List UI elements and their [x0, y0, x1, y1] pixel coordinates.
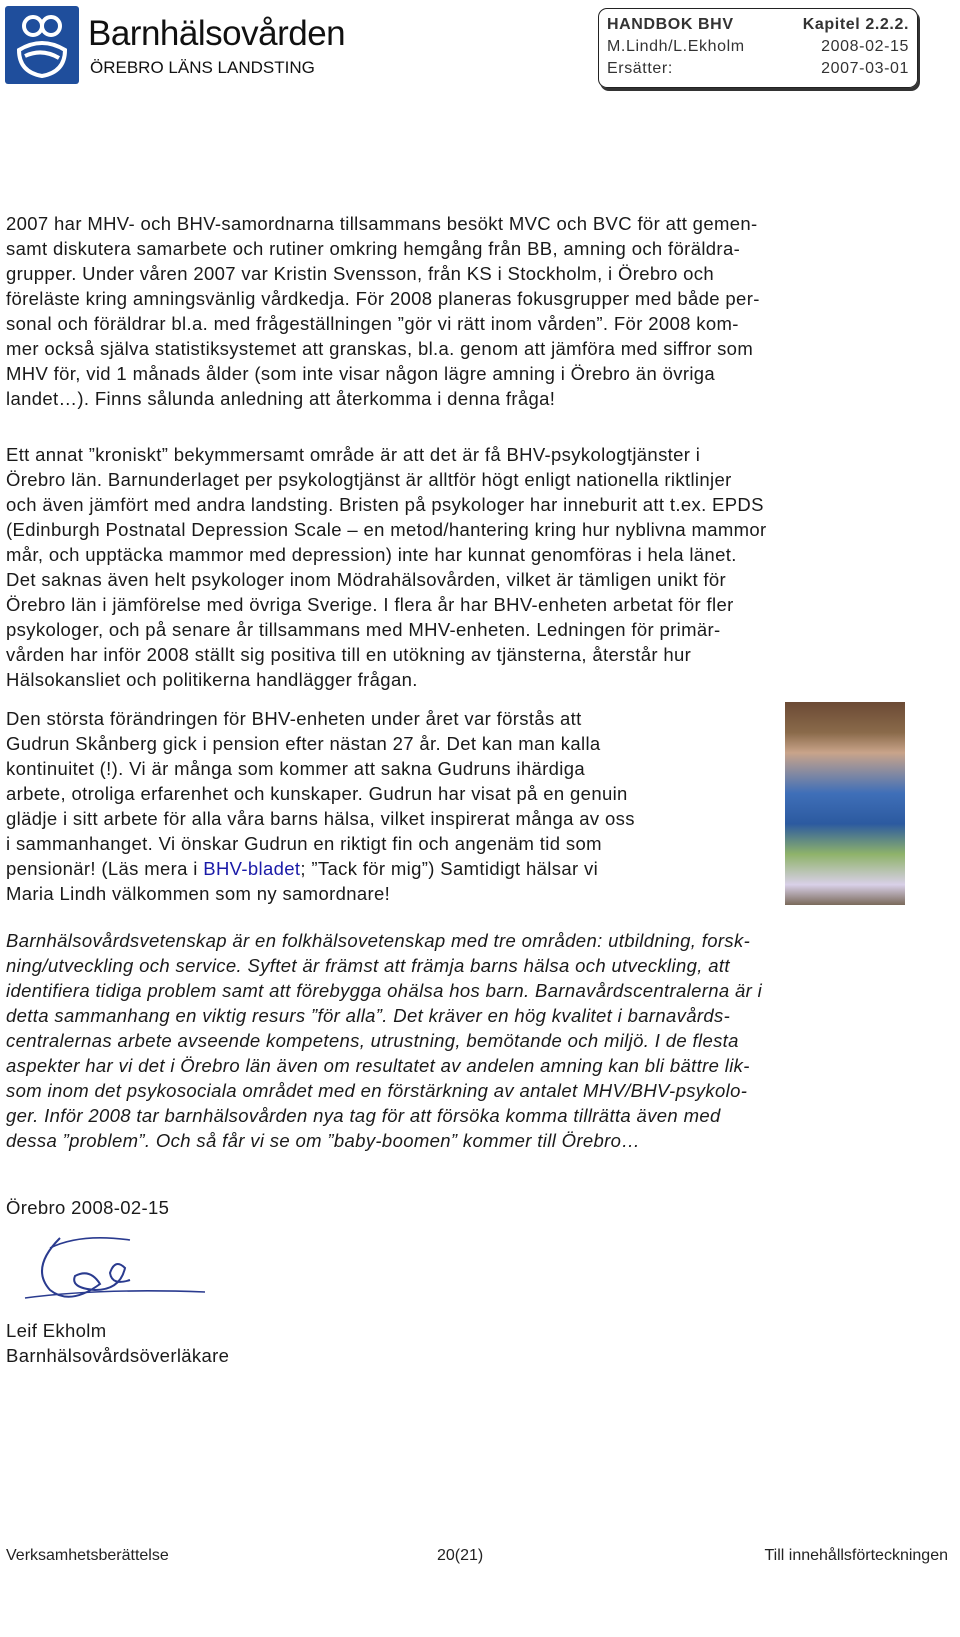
- text-line: som inom det psykosociala området med en förstärkning av antalet MHV/BHV-psykolo-: [6, 1080, 748, 1101]
- replaces-label: Ersätter:: [607, 60, 673, 77]
- text-line: och även jämfört med andra landsting. Bristen på psykologer har inneburit att t.ex. EPDS: [6, 494, 764, 515]
- paragraph-breastfeeding: [6, 211, 954, 411]
- text-line: kontinuitet (!). Vi är många som kommer att sakna Gudruns ihärdiga: [6, 758, 586, 779]
- text-span: ; ”Tack för mig”) Samtidigt hälsar vi: [300, 858, 599, 879]
- text-line: (Edinburgh Postnatal Depression Scale – en metod/hantering kring hur nyblivna mammor: [6, 519, 767, 540]
- place-date: [6, 1195, 954, 1220]
- text-line: mer också själva statistiksystemet att granskas, bl.a. genom att jämföra med siffror som: [6, 338, 754, 359]
- table-of-contents-link[interactable]: Till innehållsförteckningen: [764, 1547, 948, 1564]
- text-line: arbete, otroliga erfarenhet och kunskaper. Gudrun har visat på en genuin: [6, 783, 628, 804]
- text-line: Hälsokansliet och politikerna handlägger frågan.: [6, 669, 418, 690]
- text-line: Ett annat ”kroniskt” bekymmersamt område är att det är få BHV-psykologtjänster i: [6, 444, 701, 465]
- paragraph-retirement: [6, 706, 776, 906]
- logo-title: Barnhälsovården: [88, 14, 346, 53]
- bhv-bladet-link[interactable]: BHV-bladet: [203, 858, 301, 879]
- text-line: 2007 har MHV- och BHV-samordnarna tillsammans besökt MVC och BVC för att gemen-: [6, 213, 758, 234]
- document-info-box: [598, 8, 918, 88]
- footer-page-number: 20(21): [437, 1547, 484, 1564]
- document-date: 2008-02-15: [821, 38, 909, 55]
- text-line: centralernas arbete avseende kompetens, utrustning, bemötande och miljö. I de flesta: [6, 1030, 739, 1051]
- signatory: [6, 1318, 954, 1368]
- footer-document-name: Verksamhetsberättelse: [6, 1547, 169, 1564]
- text-line: identifiera tidiga problem samt att förebygga ohälsa hos barn. Barnavårdscentralerna är i: [6, 980, 763, 1001]
- logo-emblem-icon: [5, 6, 79, 84]
- signatory-name: Leif Ekholm: [6, 1320, 107, 1341]
- text-line: ning/utveckling och service. Syftet är främst att främja barns hälsa och utveckling, att: [6, 955, 730, 976]
- text-line: dessa ”problem”. Och så får vi se om ”baby-boomen” kommer till Örebro…: [6, 1130, 641, 1151]
- text-span: pensionär! (Läs mera i: [6, 858, 204, 879]
- replaces-date: 2007-03-01: [821, 60, 909, 77]
- text-line: ger. Inför 2008 tar barnhälsovården nya tag för att försöka komma tillrätta även med: [6, 1105, 721, 1126]
- text-line: mår, och upptäcka mammor med depression) inte har kunnat genomföras i hela länet.: [6, 544, 737, 565]
- text-line: Barnhälsovårdsvetenskap är en folkhälsovetenskap med tre områden: utbildning, forsk-: [6, 930, 751, 951]
- text-line: Örebro län i jämförelse med övriga Sverige. I flera år har BHV-enheten arbetat för fler: [6, 594, 734, 615]
- handwritten-signature-icon: [20, 1228, 210, 1315]
- photo-gudrun-skanberg: [785, 702, 905, 905]
- text-line: aspekter har vi det i Örebro län även om resultatet av andelen amning kan bli bättre lik-: [6, 1055, 750, 1076]
- text-line: Örebro län. Barnunderlaget per psykologtjänst är alltför högt enligt nationella riktlinjer: [6, 469, 732, 490]
- paragraph-psychologists: [6, 442, 954, 692]
- text-line: MHV för, vid 1 månads ålder (som inte visar någon lägre amning i Örebro än övriga: [6, 363, 716, 384]
- text-line: Den största förändringen för BHV-enheten under året var förstås att: [6, 708, 582, 729]
- text-line: detta sammanhang en viktig resurs ”för alla”. Det kräver en hög kvalitet i barnavårds-: [6, 1005, 731, 1026]
- logo-subtitle: ÖREBRO LÄNS LANDSTING: [90, 58, 315, 77]
- signatory-title: Barnhälsovårdsöverläkare: [6, 1345, 230, 1366]
- authors: M.Lindh/L.Ekholm: [607, 38, 745, 55]
- text-line: [6, 856, 776, 881]
- paragraph-child-health-science: [6, 928, 954, 1153]
- text-line: samt diskutera samarbete och rutiner omkring hemgång från BB, amning och föräldra-: [6, 238, 741, 259]
- text-line: Gudrun Skånberg gick i pension efter nästan 27 år. Det kan man kalla: [6, 733, 601, 754]
- text-line: psykologer, och på senare år tillsammans med MHV-enheten. Ledningen för primär-: [6, 619, 721, 640]
- text-line: Maria Lindh välkommen som ny samordnare!: [6, 883, 391, 904]
- text-line: föreläste kring amningsvänlig vårdkedja. För 2008 planeras fokusgrupper med både per-: [6, 288, 760, 309]
- text-line: Det saknas även helt psykologer inom Mödrahälsovården, vilket är tämligen unikt för: [6, 569, 727, 590]
- text-line: Örebro 2008-02-15: [6, 1197, 170, 1218]
- text-line: sonal och föräldrar bl.a. med frågeställningen ”gör vi rätt inom vården”. För 2008 kom-: [6, 313, 739, 334]
- text-line: landet…). Finns sålunda anledning att återkomma i denna fråga!: [6, 388, 556, 409]
- text-line: grupper. Under våren 2007 var Kristin Svensson, från KS i Stockholm, i Örebro och: [6, 263, 715, 284]
- text-line: glädje i sitt arbete för alla våra barns hälsa, vilket inspirerat många av oss: [6, 808, 635, 829]
- handbook-label: HANDBOK BHV: [607, 16, 734, 33]
- text-line: i sammanhanget. Vi önskar Gudrun en riktigt fin och angenäm tid som: [6, 833, 602, 854]
- text-line: vården har inför 2008 ställt sig positiva till en utökning av tjänsterna, återstår hur: [6, 644, 692, 665]
- chapter-label: Kapitel 2.2.2.: [802, 16, 909, 33]
